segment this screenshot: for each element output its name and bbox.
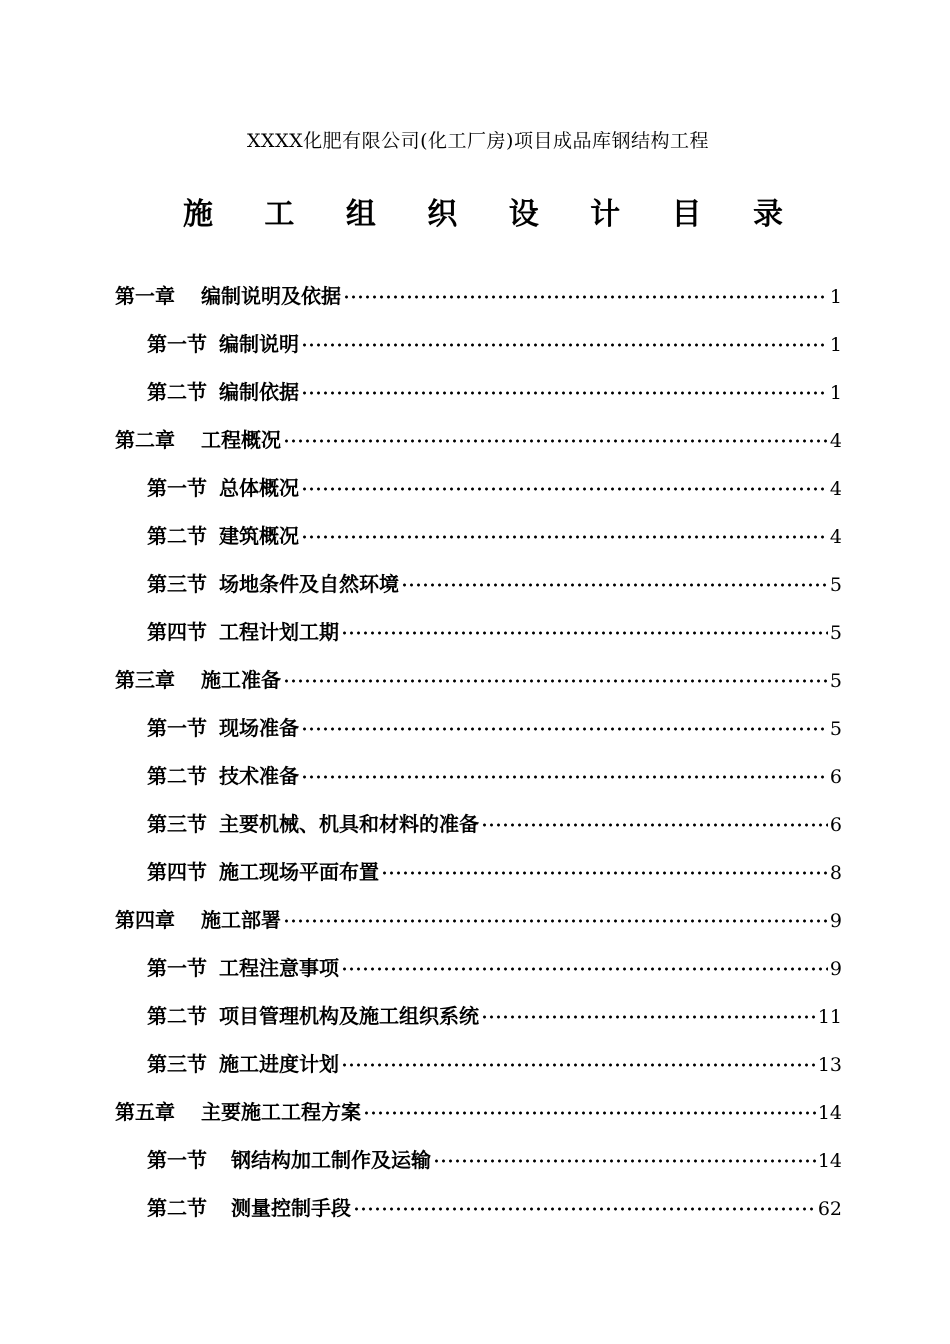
document-subtitle: XXXX化肥有限公司(化工厂房)项目成品库钢结构工程 (247, 130, 709, 152)
dot-leader (301, 772, 828, 782)
toc-number: 第一节 (147, 332, 207, 356)
title-char: 施 (183, 197, 213, 232)
toc-page-number: 5 (829, 622, 842, 644)
toc-number: 第四章 (115, 908, 175, 932)
title-char: 工 (264, 197, 295, 232)
toc-number: 第二节 (147, 524, 207, 548)
toc-page-number: 9 (829, 958, 842, 980)
toc-number: 第一节 (147, 716, 207, 740)
toc-page-number: 9 (829, 910, 842, 932)
title-char: 设 (508, 197, 539, 232)
toc-section[interactable] (147, 1136, 842, 1184)
dot-leader (301, 340, 828, 350)
toc-number: 第二节 (147, 1196, 207, 1220)
toc-page-number: 14 (817, 1102, 842, 1124)
toc-section[interactable] (147, 608, 842, 656)
toc-number: 第二节 (147, 764, 207, 788)
toc-title: 项目管理机构及施工组织系统 (219, 1004, 479, 1028)
toc-number: 第一节 (147, 476, 207, 500)
dot-leader (381, 868, 828, 878)
dot-leader (341, 964, 828, 974)
toc-section[interactable] (147, 704, 842, 752)
toc-section[interactable] (147, 992, 842, 1040)
toc-number: 第一节 (147, 956, 207, 980)
toc-number: 第三节 (147, 1052, 207, 1076)
title-char: 录 (752, 197, 783, 232)
toc-section[interactable] (147, 368, 842, 416)
dot-leader (301, 388, 828, 398)
title-char: 组 (345, 197, 376, 232)
title-char: 计 (590, 197, 621, 232)
document-title (183, 190, 783, 240)
dot-leader (343, 292, 828, 302)
toc-page-number: 8 (829, 862, 842, 884)
dot-leader (341, 1060, 816, 1070)
toc-section[interactable] (147, 800, 842, 848)
toc-title: 建筑概况 (219, 524, 299, 548)
toc-title: 主要施工工程方案 (201, 1100, 361, 1124)
toc-page-number: 1 (829, 382, 842, 404)
dot-leader (301, 484, 828, 494)
toc-page-number: 4 (829, 430, 842, 452)
toc-number: 第三节 (147, 572, 207, 596)
toc-title: 编制依据 (219, 380, 299, 404)
dot-leader (481, 820, 828, 830)
toc-section[interactable] (147, 512, 842, 560)
toc-number: 第四节 (147, 860, 207, 884)
toc-title: 编制说明 (219, 332, 299, 356)
toc-number: 第二节 (147, 1004, 207, 1028)
toc-page-number: 14 (817, 1150, 842, 1172)
toc-chapter[interactable] (115, 272, 842, 320)
toc-section[interactable] (147, 848, 842, 896)
toc-number: 第二节 (147, 380, 207, 404)
toc-title: 主要机械、机具和材料的准备 (219, 812, 479, 836)
toc-title: 技术准备 (219, 764, 299, 788)
toc-number: 第三章 (115, 668, 175, 692)
toc-page-number: 13 (817, 1054, 842, 1076)
toc-page-number: 6 (829, 814, 842, 836)
toc-section[interactable] (147, 752, 842, 800)
title-char: 目 (671, 197, 702, 232)
dot-leader (363, 1108, 816, 1118)
dot-leader (353, 1204, 816, 1214)
toc-section[interactable] (147, 1040, 842, 1088)
toc-title: 工程概况 (201, 428, 281, 452)
toc-section[interactable] (147, 560, 842, 608)
toc-page-number: 1 (829, 334, 842, 356)
toc-page-number: 6 (829, 766, 842, 788)
toc-title: 现场准备 (219, 716, 299, 740)
toc-title: 施工进度计划 (219, 1052, 339, 1076)
toc-number: 第四节 (147, 620, 207, 644)
toc-section[interactable] (147, 944, 842, 992)
dot-leader (301, 532, 828, 542)
toc-number: 第五章 (115, 1100, 175, 1124)
toc-number: 第二章 (115, 428, 175, 452)
toc-number: 第一节 (147, 1148, 207, 1172)
toc-title: 总体概况 (219, 476, 299, 500)
dot-leader (401, 580, 828, 590)
toc-page-number: 4 (829, 478, 842, 500)
toc-page-number: 11 (817, 1006, 842, 1028)
toc-number: 第一章 (115, 284, 175, 308)
toc-page-number: 62 (817, 1198, 842, 1220)
dot-leader (481, 1012, 816, 1022)
toc-page-number: 5 (829, 670, 842, 692)
toc-title: 钢结构加工制作及运输 (231, 1148, 431, 1172)
toc-number: 第三节 (147, 812, 207, 836)
title-char: 织 (427, 197, 458, 232)
dot-leader (283, 436, 828, 446)
toc-title: 工程计划工期 (219, 620, 339, 644)
dot-leader (301, 724, 828, 734)
toc-title: 测量控制手段 (231, 1196, 351, 1220)
toc-title: 施工现场平面布置 (219, 860, 379, 884)
toc-chapter[interactable] (115, 896, 842, 944)
toc-page-number: 4 (829, 526, 842, 548)
toc-section[interactable] (147, 1184, 842, 1232)
dot-leader (341, 628, 828, 638)
toc-title: 工程注意事项 (219, 956, 339, 980)
toc-title: 编制说明及依据 (201, 284, 341, 308)
toc-title: 场地条件及自然环境 (219, 572, 399, 596)
dot-leader (433, 1156, 816, 1166)
toc-chapter[interactable] (115, 656, 842, 704)
dot-leader (283, 676, 828, 686)
toc-chapter[interactable] (115, 416, 842, 464)
toc-page-number: 5 (829, 574, 842, 596)
toc-title: 施工部署 (201, 908, 281, 932)
toc-page-number: 5 (829, 718, 842, 740)
toc-chapter[interactable] (115, 1088, 842, 1136)
dot-leader (283, 916, 828, 926)
toc-title: 施工准备 (201, 668, 281, 692)
toc-section[interactable] (147, 320, 842, 368)
toc-section[interactable] (147, 464, 842, 512)
toc-page-number: 1 (829, 286, 842, 308)
